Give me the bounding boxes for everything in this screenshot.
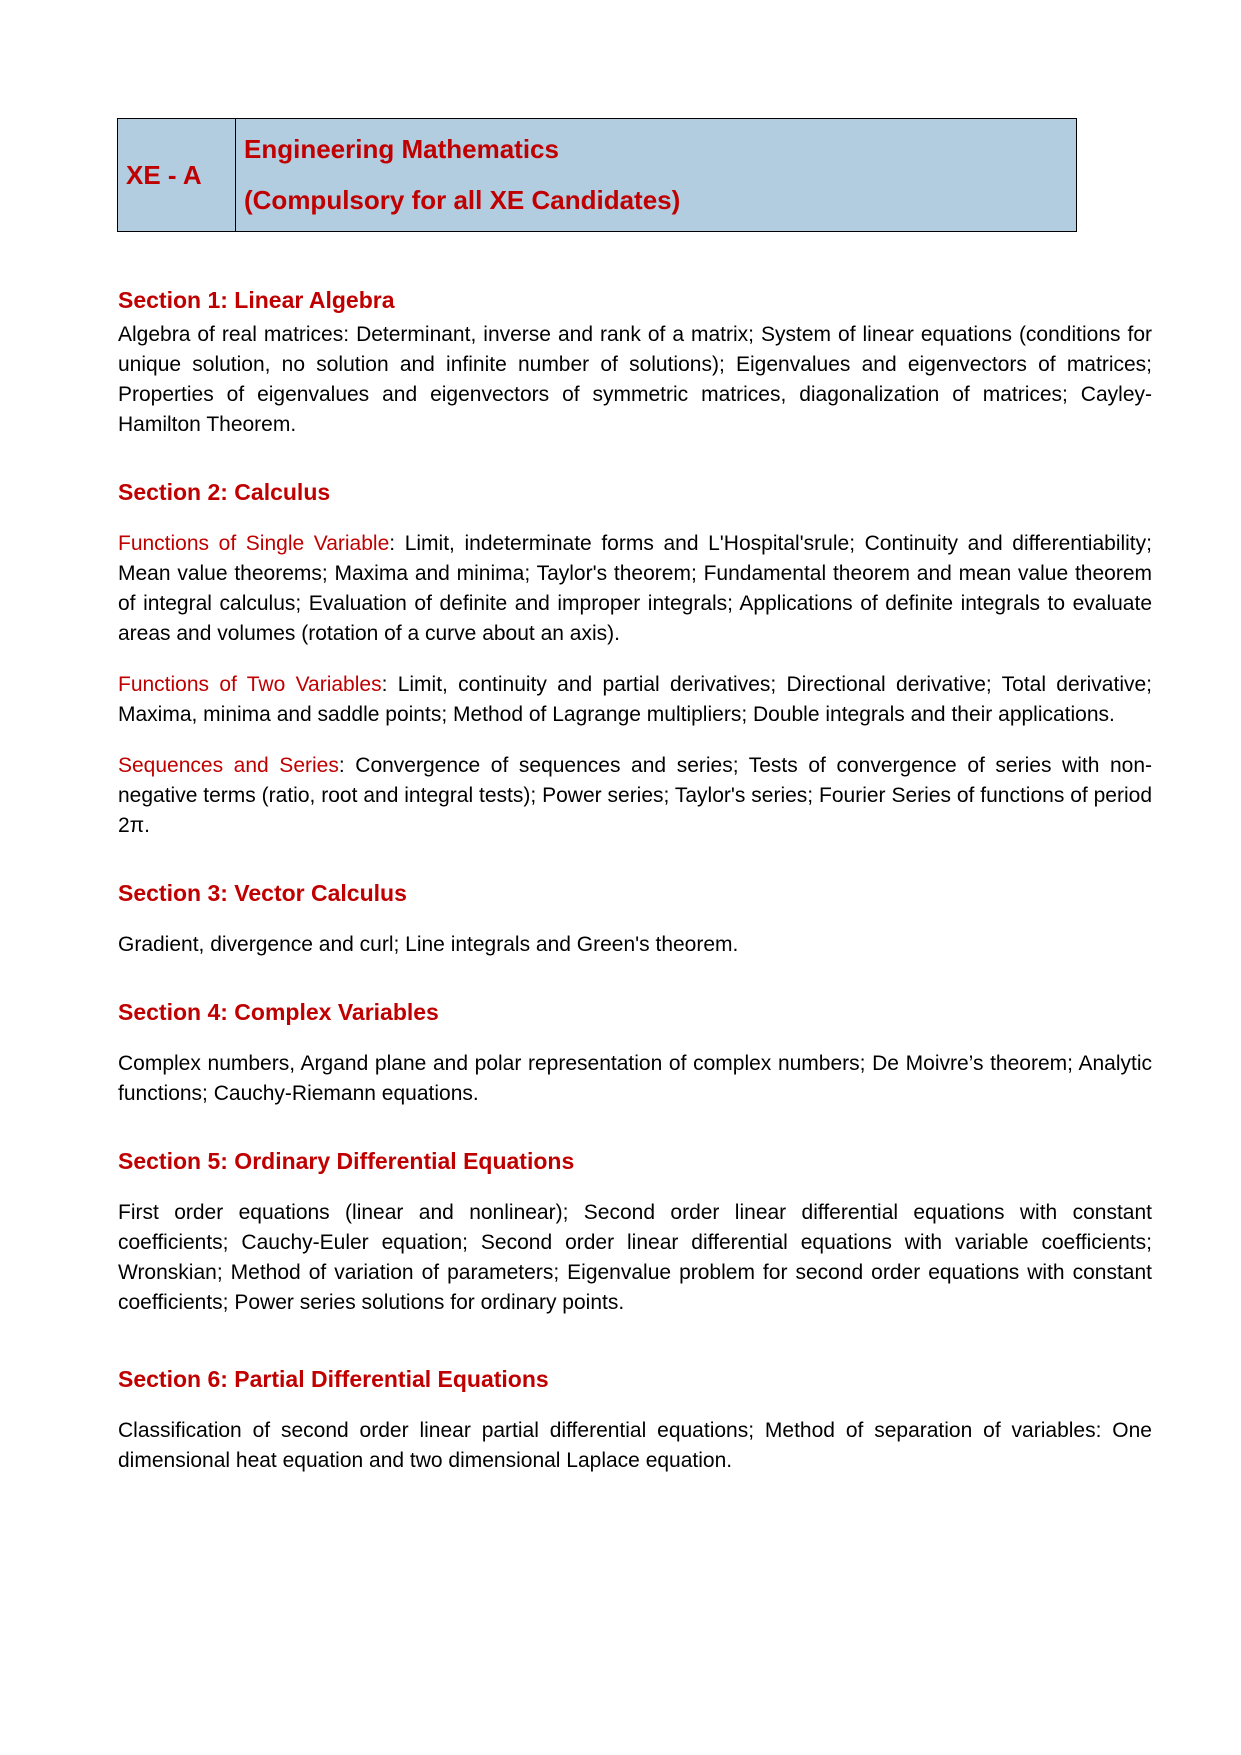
subsection-label: Sequences and Series (118, 754, 339, 777)
paper-code-cell (118, 119, 236, 231)
subsection-label: Functions of Single Variable (118, 532, 390, 555)
subsection-sequences-series (118, 751, 1152, 841)
section-body: Algebra of real matrices: Determinant, inverse and rank of a matrix; System of linear equations (conditions for unique solution, no solution and infinite number of solutions); Eigenvalues and eigenvectors of matrices; Properties of eigenvalues and eigenvectors of symmetric matrices, diagonalization of matrices; Cayley-Hamilton Theorem. (118, 323, 1152, 436)
section-heading: Section 4: Complex Variables (118, 999, 439, 1025)
section-body: Gradient, divergence and curl; Line integrals and Green's theorem. (118, 933, 739, 956)
section-partial-differential-equations (118, 1364, 1152, 1476)
section-ordinary-differential-equations (118, 1146, 1152, 1318)
paper-header-box (117, 118, 1077, 232)
section-linear-algebra (118, 285, 1152, 440)
paper-code: XE - A (126, 159, 202, 190)
subsection-two-variables (118, 670, 1152, 730)
section-calculus (118, 477, 1152, 841)
paper-title: Engineering Mathematics (244, 134, 559, 164)
section-heading: Section 6: Partial Differential Equations (118, 1366, 549, 1392)
section-vector-calculus (118, 878, 1152, 960)
subsection-body: : Limit, continuity and partial derivatives; Directional derivative; Total derivative; Maxima, minima and saddle points; Method of Lagrange multipliers; Double integrals and their applications. (118, 673, 1152, 726)
paper-title-cell (236, 119, 1076, 231)
section-body: Complex numbers, Argand plane and polar representation of complex numbers; De Moivre’s theorem; Analytic functions; Cauchy-Riemann equations. (118, 1052, 1152, 1105)
paper-subtitle: (Compulsory for all XE Candidates) (244, 185, 681, 215)
syllabus-content (118, 285, 1152, 1476)
section-heading: Section 5: Ordinary Differential Equations (118, 1148, 575, 1174)
subsection-body: : Convergence of sequences and series; Tests of convergence of series with non-negative terms (ratio, root and integral tests); Power series; Taylor's series; Fourier Series of functions of period 2π. (118, 754, 1153, 837)
section-body: First order equations (linear and nonlinear); Second order linear differential equations with constant coefficients; Cauchy-Euler equation; Second order linear differential equations with variable coefficients; Wronskian; Method of variation of parameters; Eigenvalue problem for second order equations with constant coefficients; Power series solutions for ordinary points. (118, 1201, 1152, 1314)
subsection-single-variable (118, 529, 1152, 649)
section-heading: Section 3: Vector Calculus (118, 880, 407, 906)
section-complex-variables (118, 997, 1152, 1109)
section-heading: Section 1: Linear Algebra (118, 287, 395, 313)
subsection-label: Functions of Two Variables (118, 673, 382, 696)
subsection-body: : Limit, indeterminate forms and L'Hospital'srule; Continuity and differentiability; Mean value theorems; Maxima and minima; Taylor's theorem; Fundamental theorem and mean value theorem of integral calculus; Evaluation of definite and improper integrals; Applications of definite integrals to evaluate areas and volumes (rotation of a curve about an axis). (118, 532, 1152, 645)
section-heading: Section 2: Calculus (118, 479, 331, 505)
section-body: Classification of second order linear partial differential equations; Method of separation of variables: One dimensional heat equation and two dimensional Laplace equation. (118, 1419, 1152, 1472)
